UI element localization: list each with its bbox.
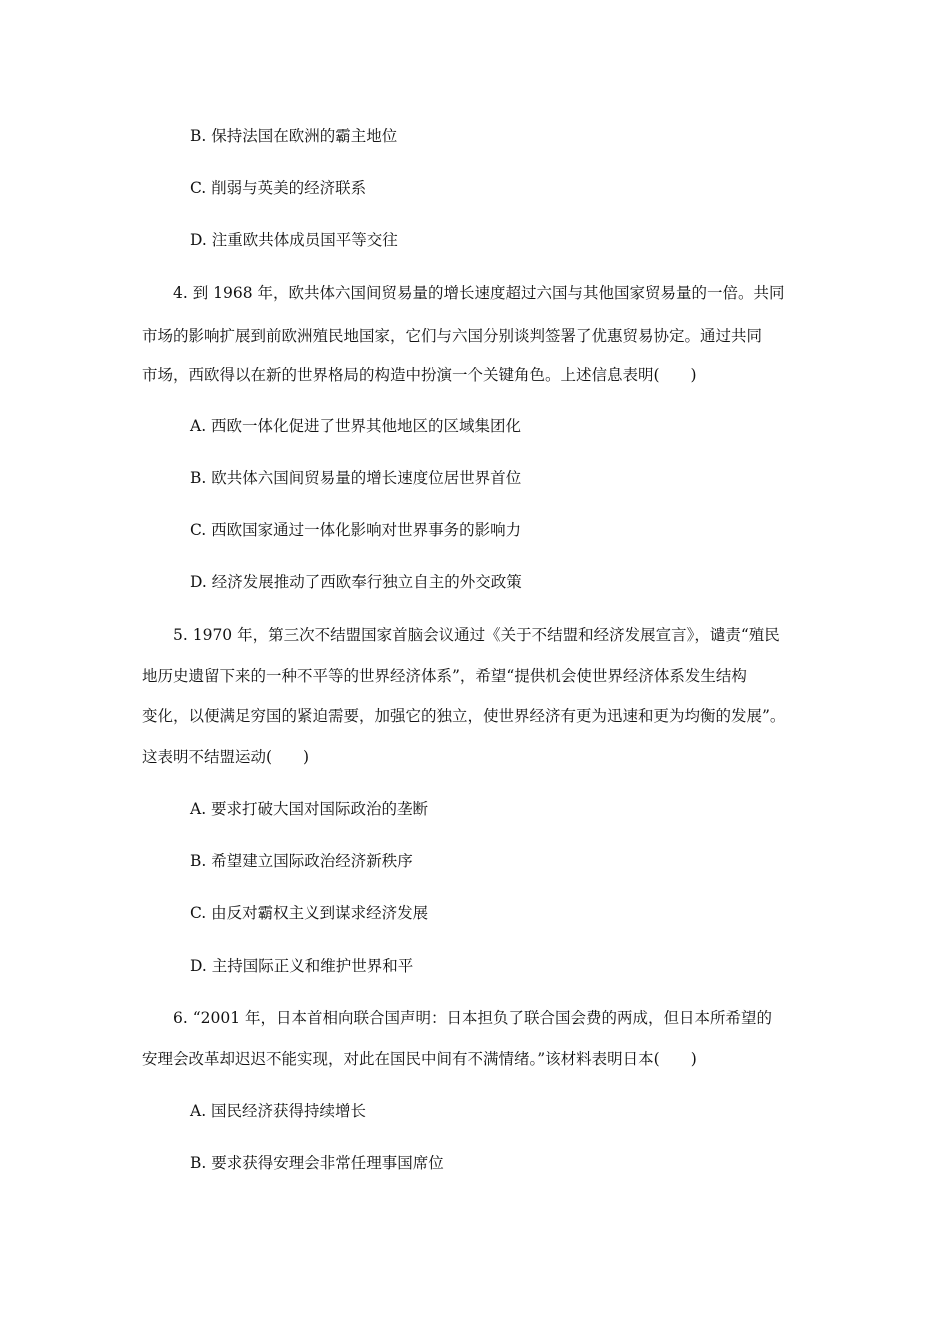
q6-option-b: B. 要求获得安理会非常任理事国席位 — [190, 1154, 444, 1172]
q4-option-d: D. 经济发展推动了西欧奉行独立自主的外交政策 — [190, 573, 522, 591]
q4-stem-line-3: 市场，西欧得以在新的世界格局的构造中扮演一个关键角色。上述信息表明( ) — [142, 366, 697, 384]
q6-stem-line-2: 安理会改革却迟迟不能实现，对此在国民中间有不满情绪。”该材料表明日本( ) — [142, 1050, 697, 1068]
q5-option-a: A. 要求打破大国对国际政治的垄断 — [190, 800, 429, 818]
q6-stem-line-1: 6. “2001 年，日本首相向联合国声明：日本担负了联合国会费的两成，但日本所希望的 — [173, 1009, 773, 1027]
q6-option-a: A. 国民经济获得持续增长 — [190, 1102, 367, 1120]
q4-option-b: B. 欧共体六国间贸易量的增长速度位居世界首位 — [190, 469, 522, 487]
q4-option-a: A. 西欧一体化促进了世界其他地区的区域集团化 — [190, 417, 522, 435]
q4-option-c: C. 西欧国家通过一体化影响对世界事务的影响力 — [190, 521, 522, 539]
q3-option-b: B. 保持法国在欧洲的霸主地位 — [190, 127, 398, 145]
q5-stem-line-2: 地历史遗留下来的一种不平等的世界经济体系”，希望“提供机会使世界经济体系发生结构 — [142, 667, 747, 685]
q5-option-b: B. 希望建立国际政治经济新秩序 — [190, 852, 413, 870]
q5-stem-line-1: 5. 1970 年，第三次不结盟国家首脑会议通过《关于不结盟和经济发展宣言》，谴责“殖民 — [173, 626, 780, 644]
q5-option-c: C. 由反对霸权主义到谋求经济发展 — [190, 904, 429, 922]
q3-option-c: C. 削弱与英美的经济联系 — [190, 179, 367, 197]
q5-stem-line-3: 变化，以便满足穷国的紧迫需要，加强它的独立，使世界经济有更为迅速和更为均衡的发展”。 — [142, 707, 786, 725]
q3-option-d: D. 注重欧共体成员国平等交往 — [190, 231, 398, 249]
q4-stem-line-1: 4. 到 1968 年，欧共体六国间贸易量的增长速度超过六国与其他国家贸易量的一倍。共同 — [173, 284, 785, 302]
q5-option-d: D. 主持国际正义和维护世界和平 — [190, 957, 414, 975]
q4-stem-line-2: 市场的影响扩展到前欧洲殖民地国家，它们与六国分别谈判签署了优惠贸易协定。通过共同 — [142, 327, 763, 345]
q5-stem-line-4: 这表明不结盟运动( ) — [142, 748, 310, 766]
